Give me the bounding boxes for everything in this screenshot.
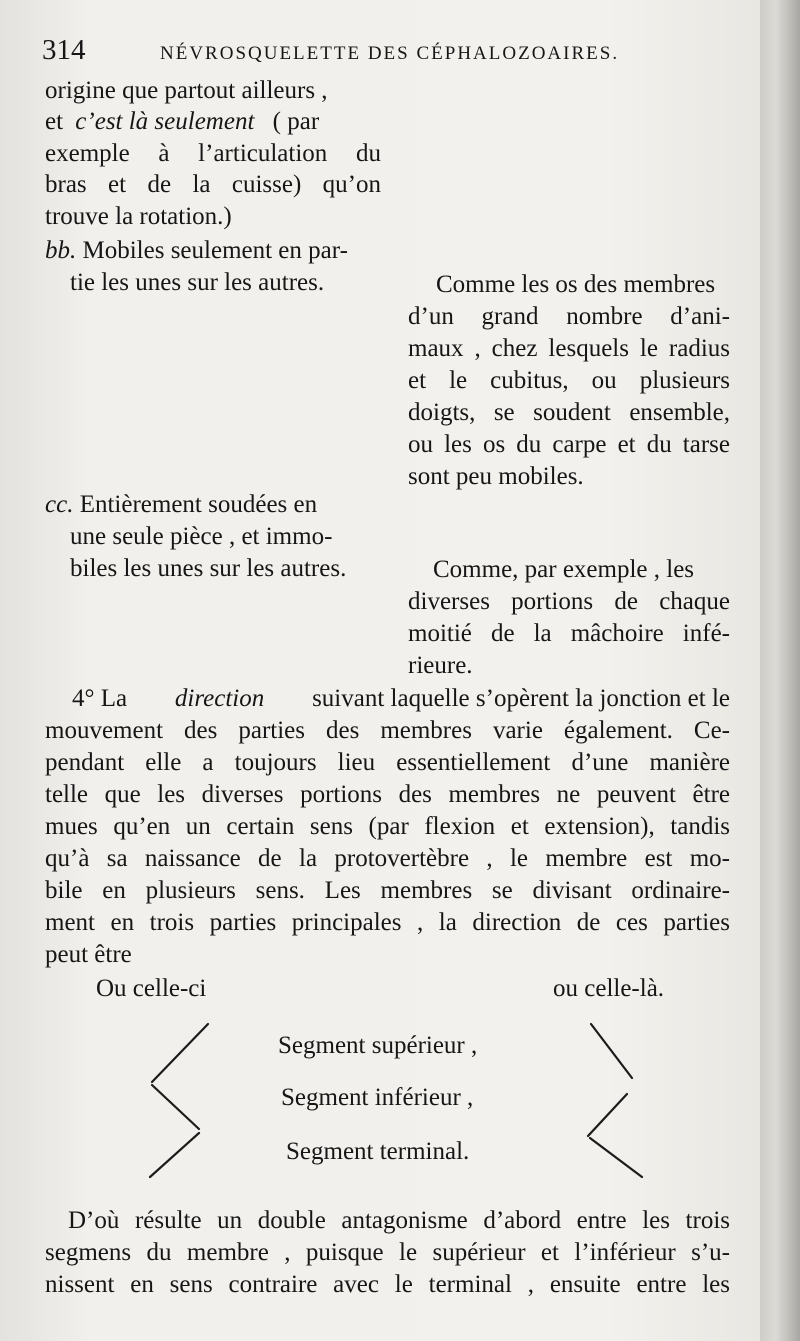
segment-superior: Segment supérieur ,	[278, 1032, 478, 1059]
cc-line-1-text: Entièrement soudées en	[79, 491, 318, 518]
para4-line-5: mues qu’en un certain sens (par flexion et extension), tandis	[45, 813, 730, 840]
bb-example-line-5: doigts, se soudent ensemble,	[408, 399, 730, 426]
right-upper-stroke	[591, 1024, 632, 1078]
conclusion-line-3: nissent en sens contraire avec le terminal , ensuite entre les	[45, 1271, 730, 1298]
cc-example-line-1: Comme, par exemple , les	[433, 556, 695, 583]
left-line-3: exemple à l’articulation du	[45, 140, 381, 167]
bb-example-line-1: Comme les os des membres	[436, 271, 716, 298]
left-line-4: bras et de la cuisse) qu’on	[45, 171, 381, 198]
left-line-2-italic: c’est là seulement	[75, 108, 255, 135]
bb-example-line-7: sont peu mobiles.	[408, 463, 584, 490]
para4-number: 4° La	[72, 685, 128, 712]
left-line-2-a: et	[45, 108, 64, 135]
running-title: NÉVROSQUELETTE DES CÉPHALOZOAIRES.	[160, 43, 620, 64]
left-line-2-c: ( par	[272, 108, 320, 135]
para4-line-6: qu’à sa naissance de la protovertèbre , le membre est mo-	[45, 845, 730, 872]
cc-line-3: biles les unes sur les autres.	[70, 555, 347, 582]
para4-line-9: peut être	[45, 941, 132, 968]
right-lower-stroke	[590, 1138, 642, 1177]
conclusion-line-1: D’où résulte un double antagonisme d’abord entre les trois	[68, 1207, 730, 1234]
cc-marker: cc.	[45, 491, 74, 518]
para4-line-2: mouvement des parties des membres varie également. Ce-	[45, 717, 730, 744]
left-line-1: origine que partout ailleurs ,	[45, 77, 328, 104]
segment-terminal: Segment terminal.	[286, 1138, 470, 1165]
bb-line-2: tie les unes sur les autres.	[70, 269, 325, 296]
para4-line-3: pendant elle a toujours lieu essentiellement d’une manière	[45, 749, 730, 776]
bb-example-line-4: et le cubitus, ou plusieurs	[408, 367, 730, 394]
conclusion-line-2: segmens du membre , puisque le supérieur et l’inférieur s’u-	[45, 1239, 730, 1266]
para4-line-8: ment en trois parties principales , la direction de ces parties	[45, 909, 730, 936]
segment-inferior: Segment inférieur ,	[281, 1084, 474, 1111]
bb-example-line-2: d’un grand nombre d’ani-	[408, 303, 730, 330]
right-middle-stroke	[588, 1094, 627, 1136]
cc-example-line-3: moitié de la mâchoire infé-	[408, 620, 730, 647]
bb-example-line-6: ou les os du carpe et du tarse	[408, 431, 730, 458]
para4-line-7: bile en plusieurs sens. Les membres se divisant ordinaire-	[45, 877, 730, 904]
cc-line-2: une seule pièce , et immo-	[70, 523, 333, 550]
diagram-right-label: ou celle-là.	[553, 975, 665, 1002]
left-lower-stroke	[150, 1133, 199, 1177]
bb-line-1-text: Mobiles seulement en par-	[82, 237, 348, 264]
para4-italic-direction: direction	[174, 685, 265, 712]
para4-line-1-rest: suivant laquelle s’opèrent la jonction et le	[312, 685, 730, 712]
cc-example-line-4: rieure.	[408, 652, 473, 679]
bb-example-line-3: maux , chez lesquels le radius	[408, 335, 730, 362]
left-upper-stroke	[152, 1024, 208, 1082]
left-middle-stroke	[152, 1085, 199, 1129]
bb-marker: bb.	[45, 237, 77, 264]
diagram-left-label: Ou celle-ci	[96, 975, 207, 1002]
para4-line-4: telle que les diverses portions des membres ne peuvent être	[45, 781, 730, 808]
left-line-5: trouve la rotation.)	[45, 203, 232, 230]
cc-example-line-2: diverses portions de chaque	[408, 588, 730, 615]
page-number: 314	[42, 34, 86, 66]
